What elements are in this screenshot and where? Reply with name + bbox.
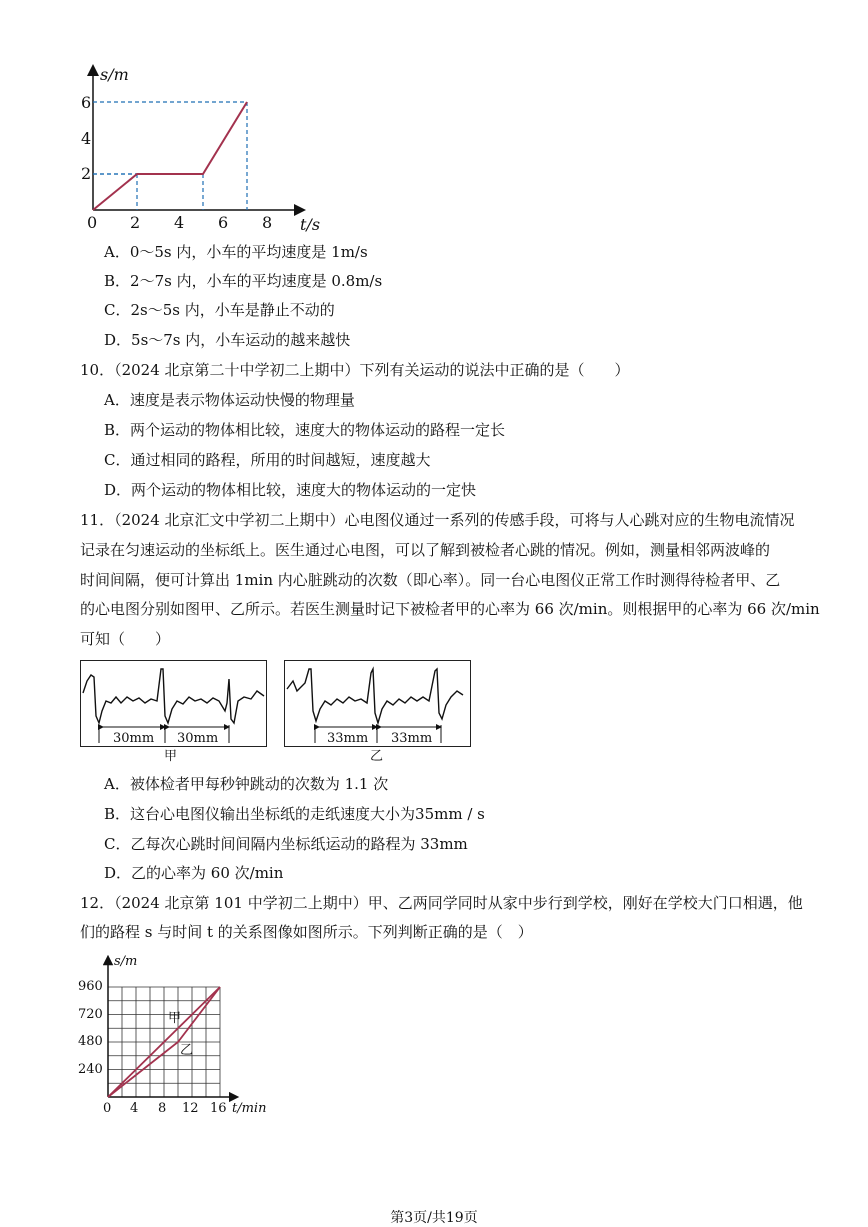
q9-option-b[interactable]: B．2～7s 内，小车的平均速度是 0.8m/s xyxy=(104,272,383,290)
q10-option-d[interactable]: D．两个运动的物体相比较，速度大的物体运动的一定快 xyxy=(104,481,477,499)
q9-graph xyxy=(78,62,338,232)
q11-stem-line: 时间间隔，便可计算出 1min 内心脏跳动的次数（即心率）。同一台心电图仪正常工作时测得待检者甲、乙 xyxy=(80,571,781,589)
q12-x-tick: 16 xyxy=(210,1101,227,1116)
q12-x-tick: 0 xyxy=(103,1101,112,1116)
ecg-yi-panel xyxy=(284,660,471,747)
q12-y-axis-label: s/m xyxy=(114,954,138,969)
ecg-jia-caption: 甲 xyxy=(164,749,178,764)
ecg-yi-caption: 乙 xyxy=(370,749,384,764)
q12-series-jia-label: 甲 xyxy=(168,1011,182,1026)
q9-x-tick: 4 xyxy=(174,213,185,232)
q12-x-tick: 12 xyxy=(182,1101,199,1116)
q12-y-tick: 240 xyxy=(78,1062,103,1077)
q9-x-tick: 8 xyxy=(262,213,273,232)
q9-option-a[interactable]: A．0～5s 内，小车的平均速度是 1m/s xyxy=(104,243,368,261)
q9-y-axis-label: s/m xyxy=(100,65,129,84)
ecg-jia-label-2: 30mm xyxy=(177,731,219,746)
ecg-jia-panel xyxy=(80,660,267,747)
q9-data-line xyxy=(93,102,247,210)
q9-option-d[interactable]: D．5s～7s 内，小车运动的越来越快 xyxy=(104,331,351,349)
q9-x-axis-label: t/s xyxy=(300,215,321,232)
q10-stem: 10．（2024 北京第二十中学初二上期中）下列有关运动的说法中正确的是（ ） xyxy=(80,361,630,379)
q10-option-a[interactable]: A．速度是表示物体运动快慢的物理量 xyxy=(104,391,355,409)
q12-y-tick: 960 xyxy=(78,979,103,994)
q10-option-c[interactable]: C．通过相同的路程，所用的时间越短，速度越大 xyxy=(104,451,431,469)
q10-option-b[interactable]: B．两个运动的物体相比较，速度大的物体运动的路程一定长 xyxy=(104,421,506,439)
ecg-jia-label-1: 30mm xyxy=(113,731,155,746)
q11-stem-line: 的心电图分别如图甲、乙所示。若医生测量时记下被检者甲的心率为 66 次/min。则根据甲的心率为 66 次/min xyxy=(80,600,820,618)
q11-stem-line: 可知（ ） xyxy=(80,630,171,648)
q12-stem-line: 们的路程 s 与时间 t 的关系图像如图所示。下列判断正确的是（ ） xyxy=(80,923,533,941)
ecg-yi-label-1: 33mm xyxy=(327,731,369,746)
q11-stem-line: 记录在匀速运动的坐标纸上。医生通过心电图，可以了解到被检者心跳的情况。例如，测量相邻两波峰的 xyxy=(80,541,771,559)
q11-option-b[interactable]: B．这台心电图仪输出坐标纸的走纸速度大小为35mm / s xyxy=(104,805,485,823)
q9-x-tick: 6 xyxy=(218,213,229,232)
q12-y-tick: 720 xyxy=(78,1007,103,1022)
q12-series-yi-label: 乙 xyxy=(180,1043,194,1058)
page-footer: 第3页/共19页 xyxy=(390,1210,478,1226)
q9-x-tick: 2 xyxy=(130,213,141,232)
q12-stem-line: 12．（2024 北京第 101 中学初二上期中）甲、乙两同学同时从家中步行到学校，刚好在学校大门口相遇，他 xyxy=(80,894,803,912)
q12-x-axis-label: t/min xyxy=(232,1101,267,1116)
q11-option-a[interactable]: A．被体检者甲每秒钟跳动的次数为 1.1 次 xyxy=(104,775,389,793)
q11-option-c[interactable]: C．乙每次心跳时间间隔内坐标纸运动的路程为 33mm xyxy=(104,835,468,853)
q12-y-tick: 480 xyxy=(78,1034,103,1049)
q9-y-tick: 6 xyxy=(81,93,92,112)
q9-y-tick: 4 xyxy=(81,129,92,148)
ecg-yi-label-2: 33mm xyxy=(391,731,433,746)
q9-y-tick: 2 xyxy=(81,164,92,183)
q12-graph xyxy=(76,950,276,1120)
q11-stem-line: 11．（2024 北京汇文中学初二上期中）心电图仪通过一系列的传感手段，可将与人心跳对应的生物电流情况 xyxy=(80,511,795,529)
q9-x-tick: 0 xyxy=(87,213,98,232)
q11-option-d[interactable]: D．乙的心率为 60 次/min xyxy=(104,864,284,882)
q12-x-tick: 4 xyxy=(130,1101,139,1116)
ecg-yi-trace xyxy=(285,661,470,746)
q9-option-c[interactable]: C．2s～5s 内，小车是静止不动的 xyxy=(104,301,335,319)
ecg-jia-trace xyxy=(81,661,266,746)
q12-x-tick: 8 xyxy=(158,1101,167,1116)
